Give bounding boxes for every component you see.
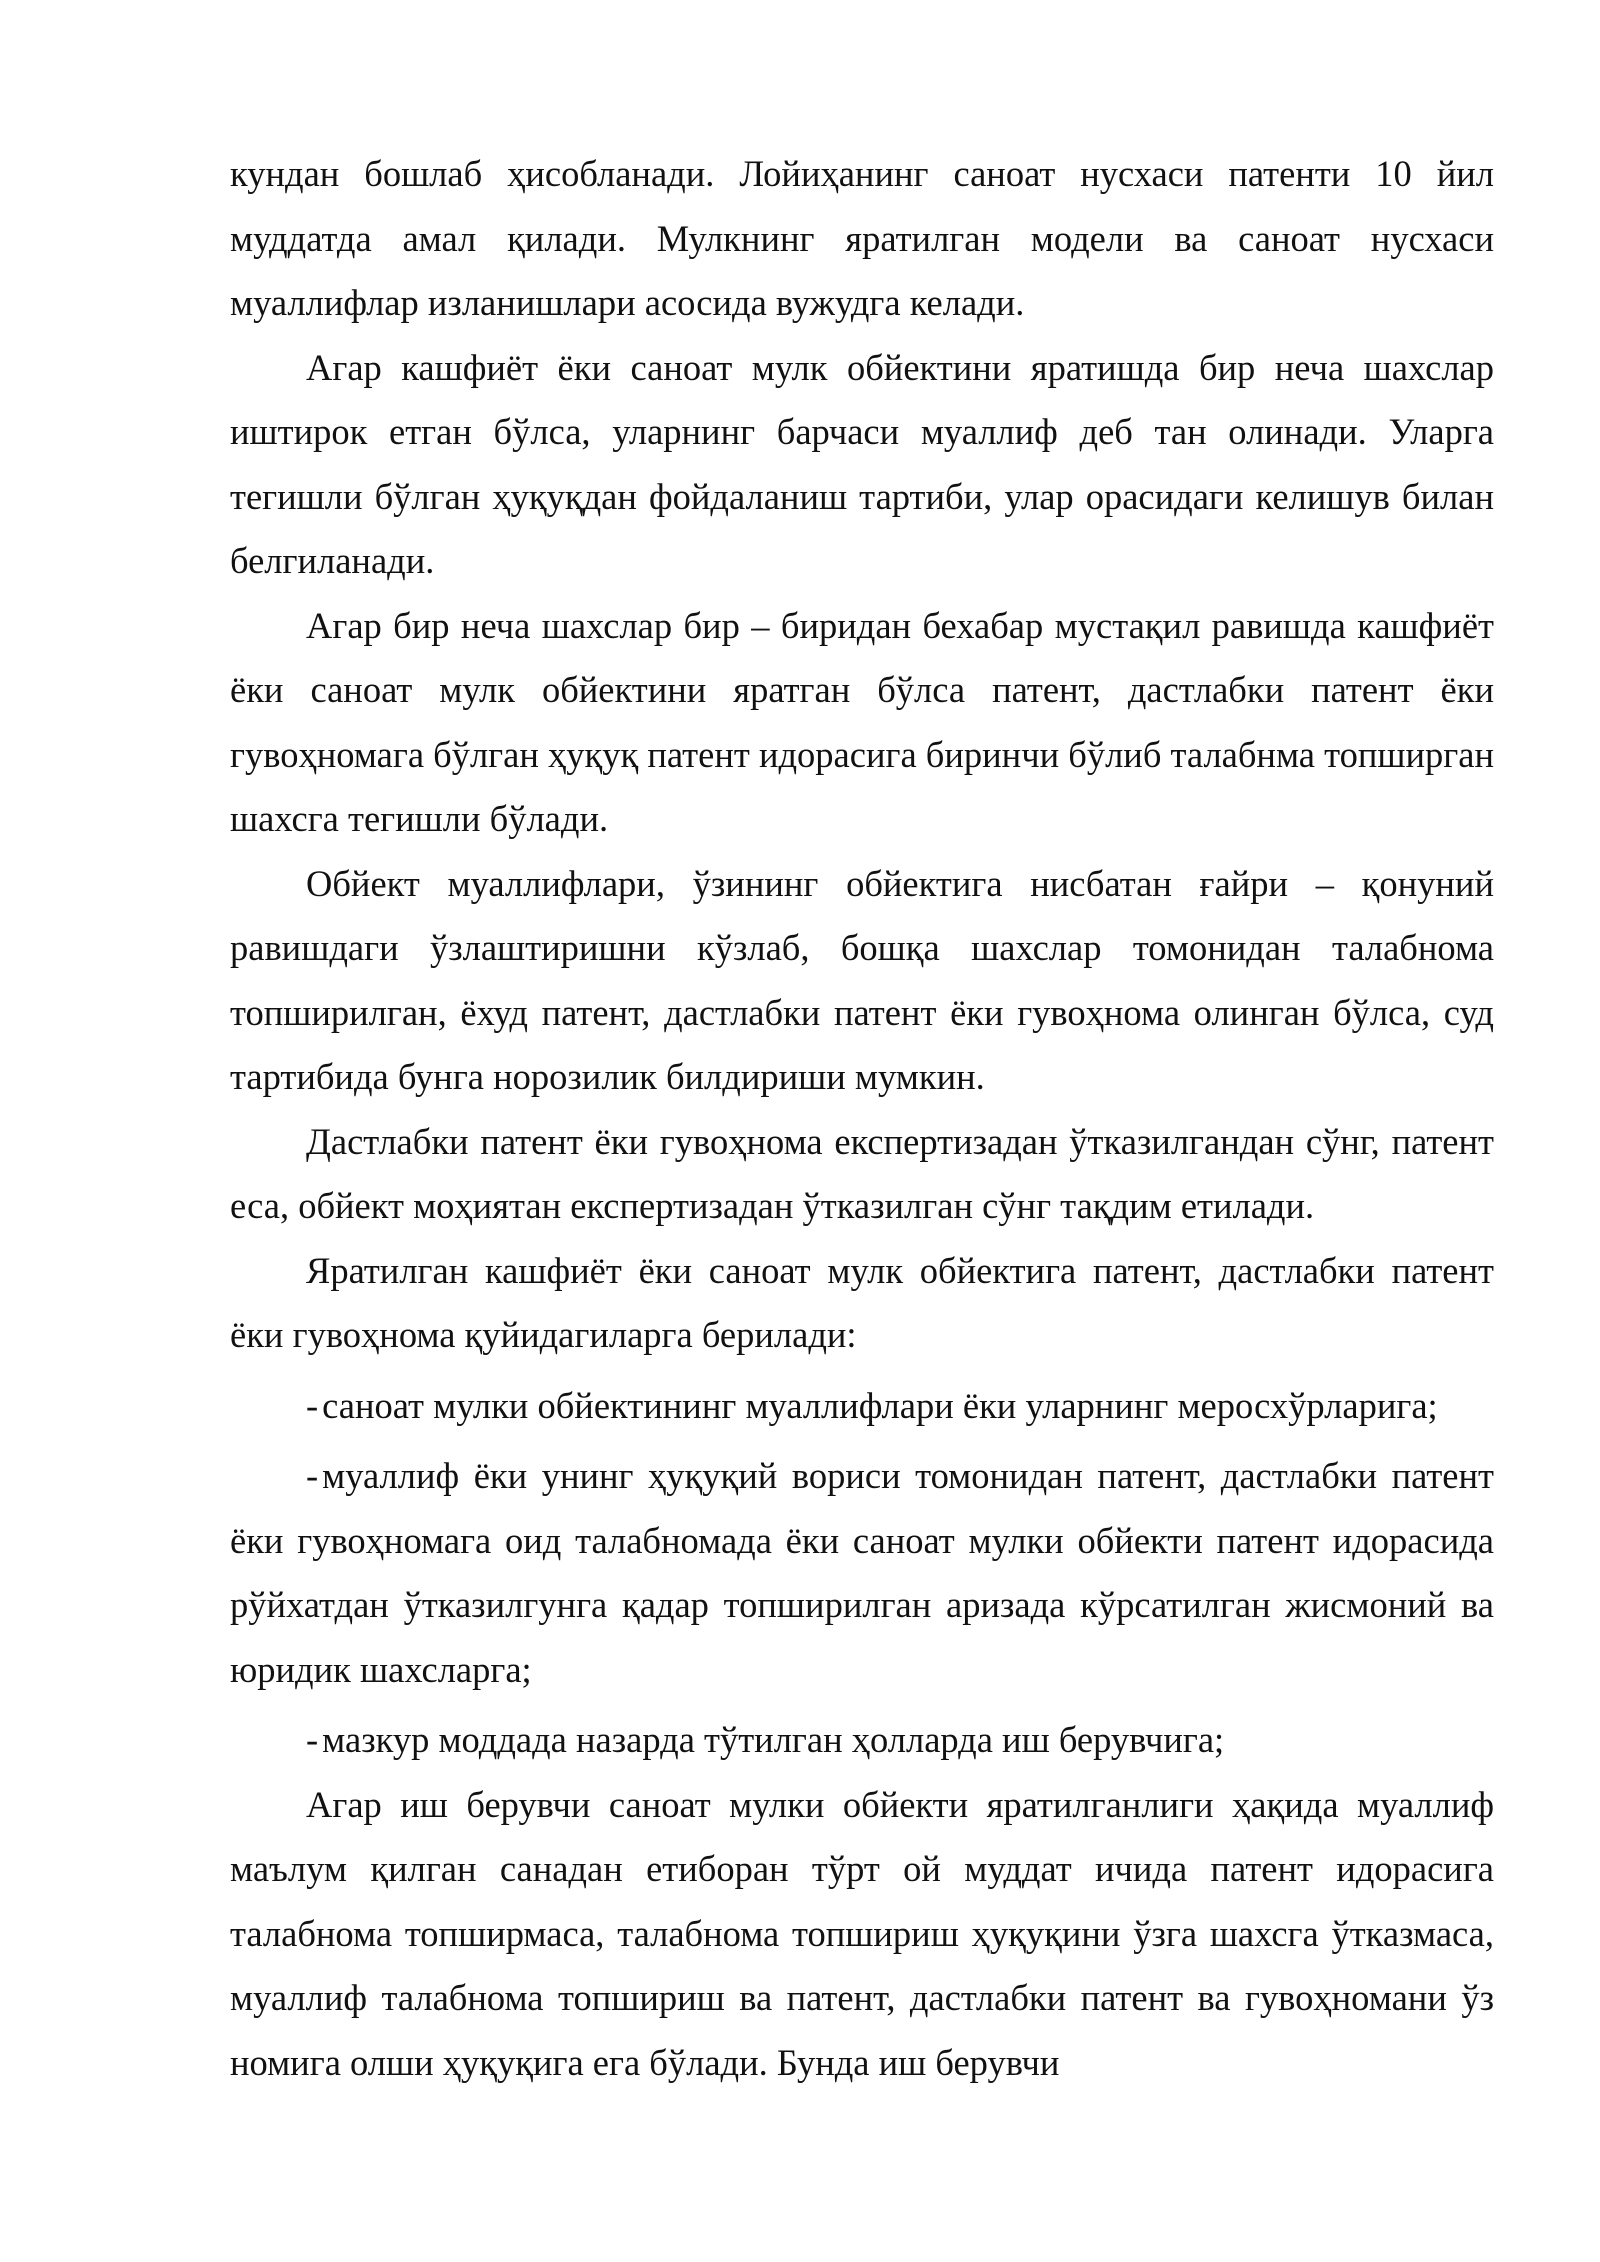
list-item-3 bbox=[230, 1708, 1494, 1773]
list-item-2 bbox=[230, 1444, 1494, 1702]
paragraph-1: кундан бошлаб ҳисобланади. Лойиҳанинг саноат нусхаси патенти 10 йил муддатда амал қилади. Мулкнинг яратилган модели ва саноат нусхаси муаллифлар изланишлари асосида вужудга келади. bbox=[230, 153, 1494, 323]
list-item-1 bbox=[230, 1374, 1494, 1439]
list-dash: - bbox=[306, 1719, 319, 1760]
paragraph-2: Агар кашфиёт ёки саноат мулк обйектини яратишда бир неча шахслар иштирок етган бўлса, уларнинг барчаси муаллиф деб тан олинади. Уларга тегишли бўлган ҳуқуқдан фойдаланиш тартиби, улар орасидаги келишув билан белгиланади. bbox=[230, 346, 1494, 581]
paragraph-6: Яратилган кашфиёт ёки саноат мулк обйектига патент, дастлабки патент ёки гувоҳнома қуйидагиларга берилади: bbox=[230, 1249, 1494, 1355]
paragraph-3: Агар бир неча шахслар бир – биридан бехабар мустақил равишда кашфиёт ёки саноат мулк обйектини яратган бўлса патент, дастлабки патент ёки гувоҳномага бўлган ҳуқуқ патент идорасига биринчи бўлиб талабнма топширган шахсга тегишли бўлади. bbox=[230, 604, 1494, 839]
document-page bbox=[230, 142, 1494, 2095]
list-item-text: саноат мулки обйектининг муаллифлари ёки уларнинг меросхўрларига; bbox=[322, 1384, 1438, 1426]
list-dash: - bbox=[306, 1455, 319, 1496]
list-item-text: мазкур моддада назарда тўтилган ҳолларда иш берувчига; bbox=[322, 1719, 1225, 1760]
paragraph-4: Обйект муаллифлари, ўзининг обйектига нисбатан ғайри – қонуний равишдаги ўзлаштиришни кўзлаб, бошқа шахслар томонидан талабнома топширилган, ёхуд патент, дастлабки патент ёки гувоҳнома олинган бўлса, суд тартибида бунга норозилик билдириши мумкин. bbox=[230, 862, 1494, 1097]
paragraph-5: Дастлабки патент ёки гувоҳнома експертизадан ўтказилгандан сўнг, патент еса, обйект моҳиятан експертизадан ўтказилган сўнг тақдим етилади. bbox=[230, 1120, 1494, 1226]
paragraph-7: Агар иш берувчи саноат мулки обйекти яратилганлиги ҳақида муаллиф маълум қилган санадан етибоpан тўрт ой муддат ичида патент идорасига талабнома топширмаса, талабнома топшириш ҳуқуқини ўзга шахсга ўтказмаса, муаллиф талабнома топшириш ва патент, дастлабки патент ва гувоҳномани ўз номига олши ҳуқуқига ега бўлади. Бунда иш берувчи bbox=[230, 1783, 1494, 2083]
list-item-text: муаллиф ёки унинг ҳуқуқий вориси томонидан патент, дастлабки патент ёки гувоҳномага оид талабномада ёки саноат мулки обйекти патент идорасида рўйхатдан ўтказилгунга қадар топширилган аризада кўрсатилган жисмоний ва юридик шахсларга; bbox=[230, 1455, 1494, 1690]
list-dash: - bbox=[306, 1384, 319, 1426]
